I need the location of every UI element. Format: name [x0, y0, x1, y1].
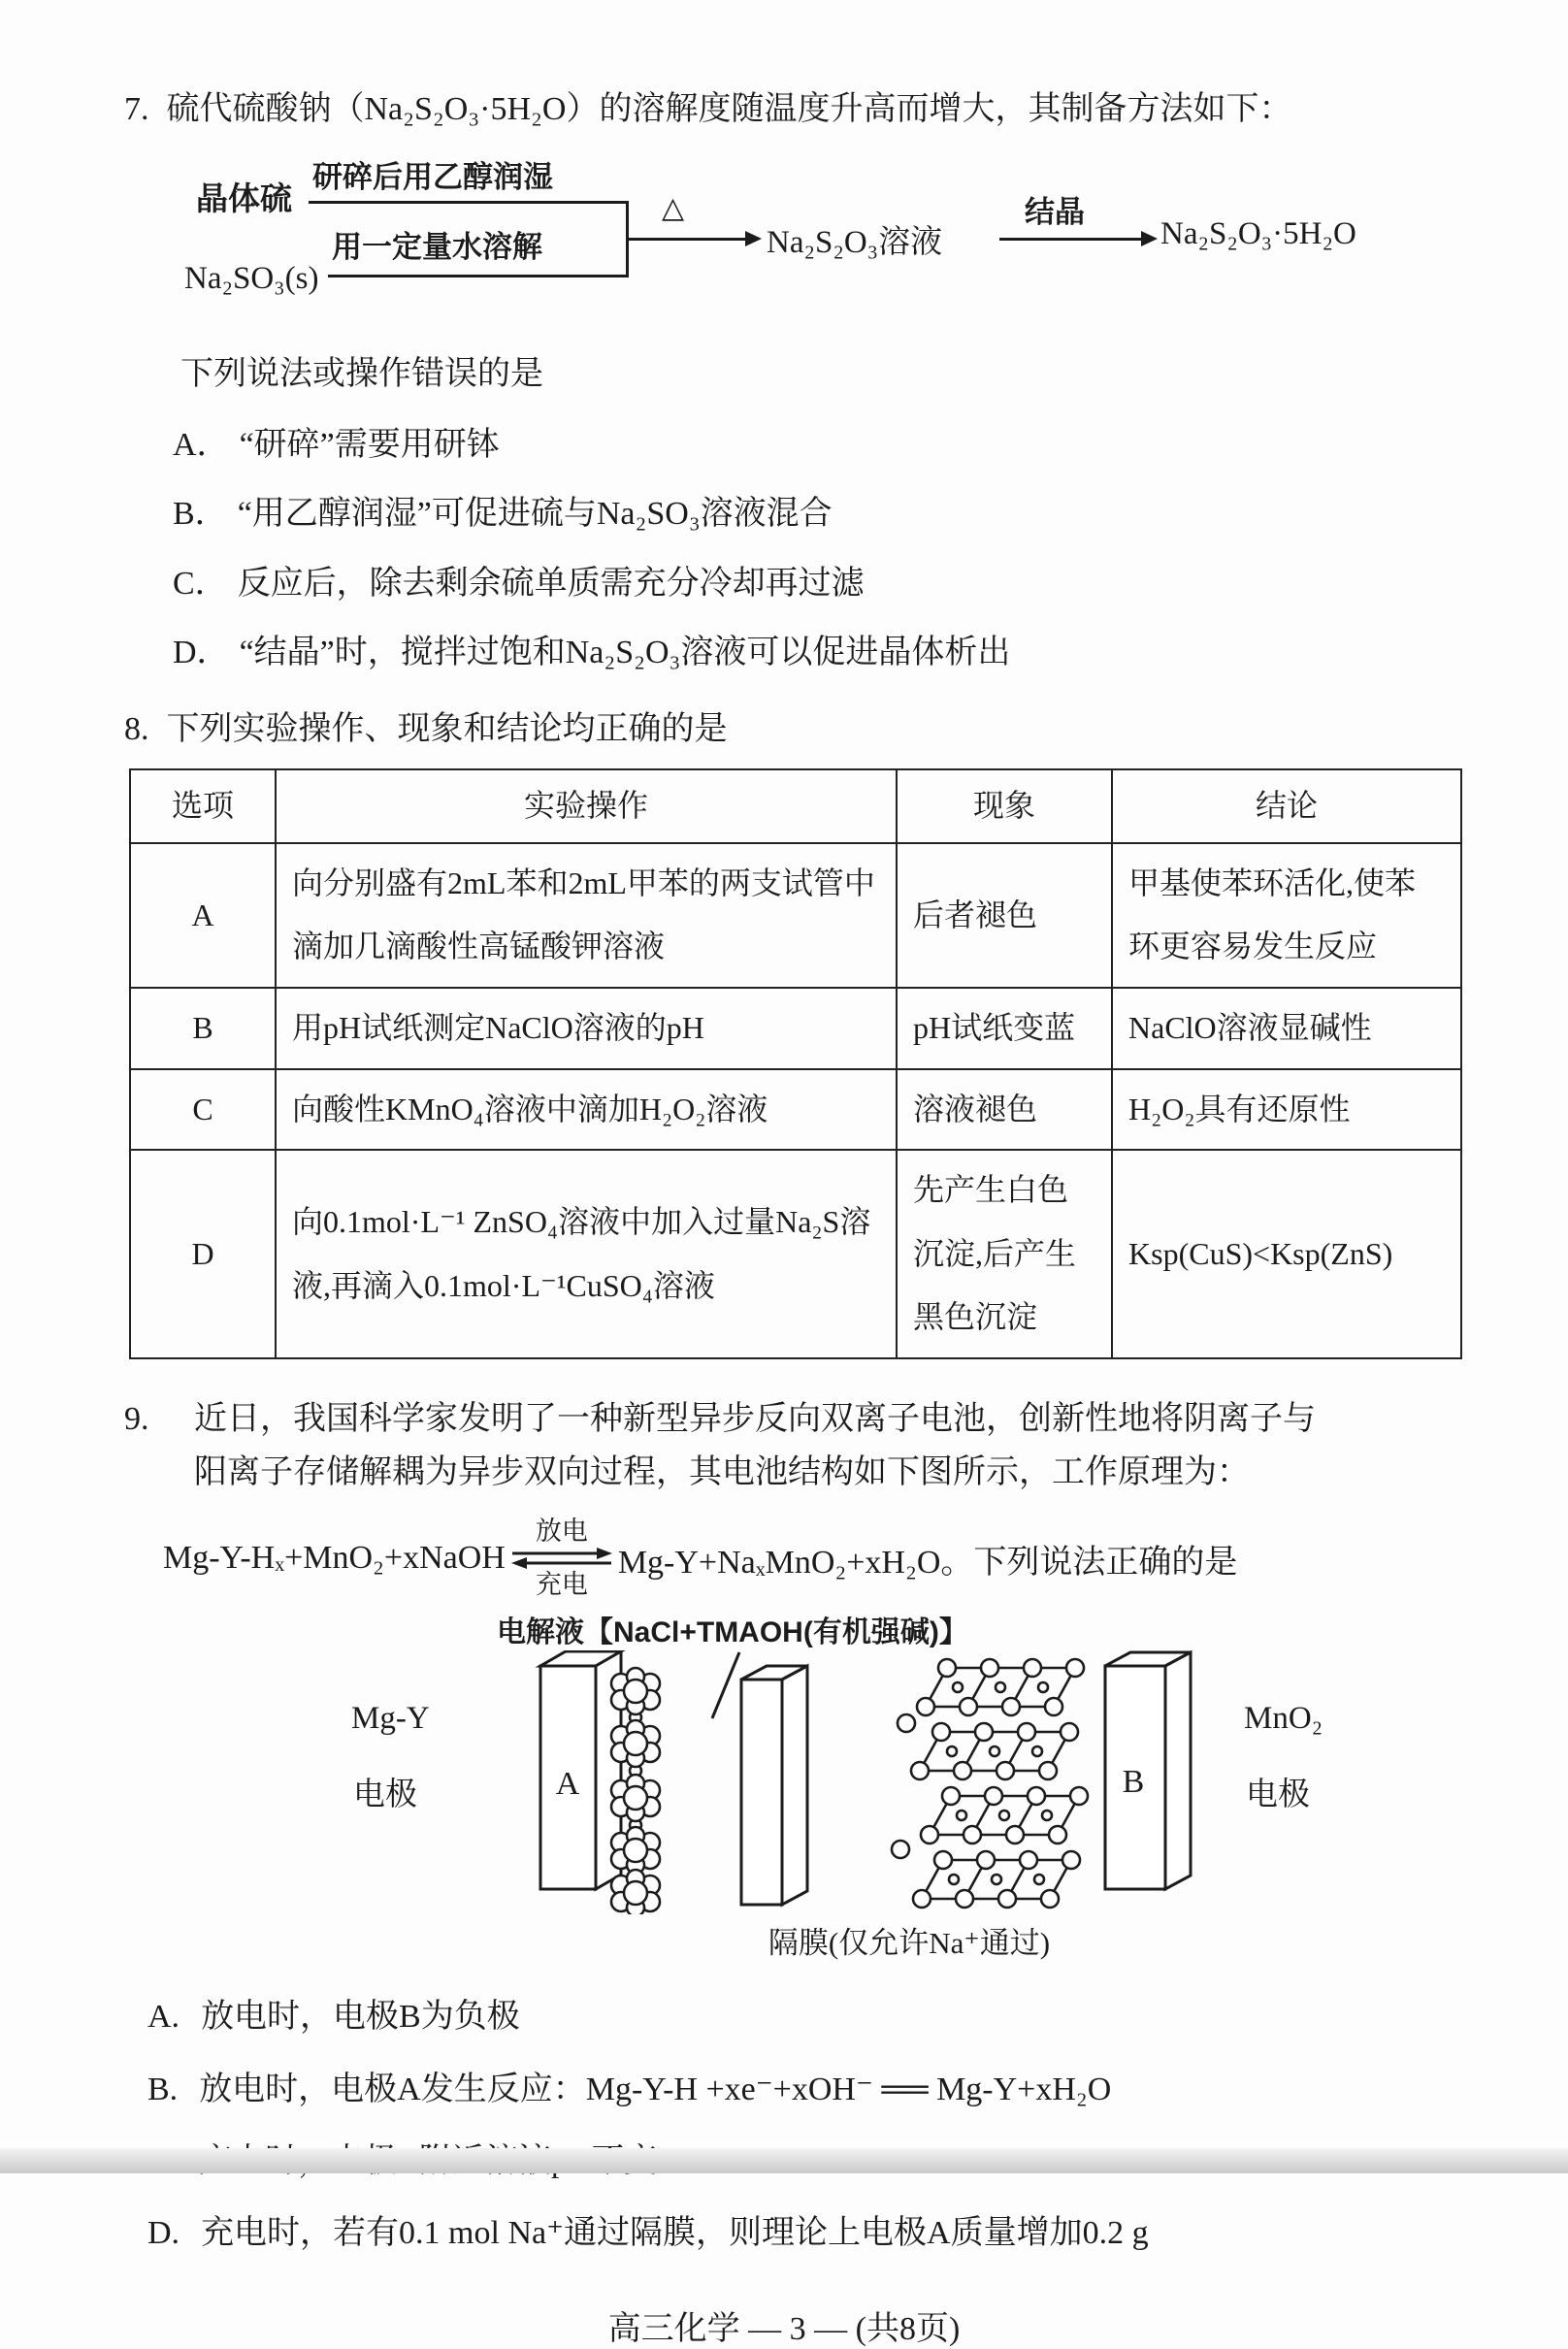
q9-battery-equation — [163, 1517, 1568, 1600]
left-electrode-word: 电极 — [353, 1778, 417, 1813]
cell-option: D — [130, 1150, 276, 1358]
option-text: 充电时，若有0.1 mol Na⁺通过隔膜，则理论上电极A质量增加0.2 g — [201, 2215, 1149, 2252]
q8-experiment-table — [129, 768, 1462, 1359]
option-label: D． — [173, 635, 230, 671]
col-header-option: 选项 — [130, 769, 276, 843]
equation-left: Mg-Y-Hₓ+MnO₂+xNaOH — [163, 1540, 506, 1577]
cell-option: B — [130, 988, 276, 1069]
cell-option: A — [130, 843, 276, 988]
option-text: “结晶”时，搅拌过饱和Na₂S₂O₃溶液可以促进晶体析出 — [239, 635, 1011, 671]
table-row — [130, 843, 1461, 988]
cell-phenomenon: 溶液褪色 — [897, 1069, 1112, 1151]
flow-input-crystal-sulfur: 晶体硫 — [196, 180, 292, 217]
flow-crystallize-label: 结晶 — [1025, 195, 1085, 230]
membrane-slab — [741, 1666, 807, 1905]
mgy-molecule-chain — [611, 1668, 660, 1914]
table-header-row — [130, 769, 1461, 843]
electrode-a-letter: A — [555, 1766, 580, 1803]
mno2-lattice-layers — [892, 1659, 1088, 1908]
electrode-b-slab — [1105, 1652, 1191, 1889]
flow-arrow-1 — [629, 238, 747, 241]
flow-input-na2so3: Na₂SO₃(s) — [184, 261, 319, 297]
cell-conclusion: Ksp(CuS)<Ksp(ZnS) — [1112, 1150, 1461, 1358]
q8-stem-text: 下列实验操作、现象和结论均正确的是 — [166, 710, 728, 747]
option-text: 反应后，除去剩余硫单质需充分冷却再过滤 — [237, 565, 865, 602]
table-row — [130, 988, 1461, 1069]
cell-operation: 用pH试纸测定NaClO溶液的pH — [276, 988, 897, 1069]
option-label: C． — [173, 565, 228, 602]
cell-conclusion: 甲基使苯环活化,使苯环更容易发生反应 — [1112, 843, 1461, 988]
battery-diagram-svg — [351, 1650, 1486, 1914]
option-label: A． — [173, 426, 230, 463]
cell-option: C — [130, 1069, 276, 1151]
q7-prompt: 下列说法或操作错误的是 — [180, 356, 543, 393]
q7-option-d — [0, 630, 1568, 676]
q9-stem-line2: 阳离子存储解耦为异步双向过程，其电池结构如下图所示，工作原理为： — [194, 1454, 1250, 1491]
right-electrode-word: 电极 — [1246, 1778, 1310, 1813]
option-label: B. — [147, 2071, 179, 2107]
col-header-conclusion: 结论 — [1112, 769, 1461, 843]
table-row — [130, 1069, 1461, 1151]
flow-step-top-label: 研碎后用乙醇润湿 — [312, 160, 553, 195]
q8-stem — [0, 705, 1568, 753]
q7-stem-text: 硫代硫酸钠（Na₂S₂O₃·5H₂O）的溶解度随温度升高而增大，其制备方法如下： — [166, 91, 1292, 127]
q7-number: 7. — [124, 91, 149, 127]
equation-right: Mg-Y+NaₓMnO₂+xH₂O。下列说法正确的是 — [617, 1544, 1238, 1581]
q7-option-c — [0, 561, 1568, 607]
table-row — [130, 1150, 1461, 1358]
option-label: B． — [173, 496, 228, 533]
option-text: 放电时，电极B为负极 — [201, 1999, 520, 2036]
q8-number: 8. — [124, 710, 149, 747]
right-electrode-name: MnO₂ — [1244, 1701, 1323, 1737]
flow-line-bottom — [328, 275, 629, 277]
q7-flow-diagram — [184, 152, 1485, 335]
cell-phenomenon: 先产生白色沉淀,后产生黑色沉淀 — [897, 1150, 1112, 1358]
left-electrode-name: Mg-Y — [351, 1701, 430, 1737]
cell-conclusion: H₂O₂具有还原性 — [1112, 1069, 1461, 1151]
discharge-label: 放电 — [535, 1517, 588, 1547]
charge-label: 充电 — [535, 1570, 588, 1600]
col-header-operation: 实验操作 — [276, 769, 897, 843]
cell-phenomenon: pH试纸变蓝 — [897, 988, 1112, 1069]
q9-number: 9. — [124, 1401, 149, 1438]
scan-edge-shadow — [0, 2148, 1568, 2173]
electrolyte-pointer-line — [712, 1652, 739, 1718]
col-header-phenomenon: 现象 — [897, 769, 1112, 843]
flow-mid-product: Na₂S₂O₃溶液 — [767, 225, 943, 261]
option-text: “研碎”需要用研钵 — [239, 426, 500, 463]
page-footer: 高三化学 — 3 — (共8页) — [607, 2311, 961, 2348]
option-label: D. — [147, 2215, 180, 2252]
cell-operation: 向酸性KMnO₄溶液中滴加H₂O₂溶液 — [276, 1069, 897, 1151]
option-text: “用乙醇润湿”可促进硫与Na₂SO₃溶液混合 — [237, 496, 833, 533]
q9-stem-line1: 近日，我国科学家发明了一种新型异步反向双离子电池，创新性地将阴离子与 — [194, 1401, 1316, 1438]
cell-phenomenon: 后者褪色 — [897, 843, 1112, 988]
option-text: 放电时，电极A发生反应：Mg-Y-H +xe⁻+xOH⁻ ══ Mg-Y+xH₂O — [199, 2071, 1112, 2107]
delta-heat-symbol: △ — [662, 192, 685, 225]
equilibrium-arrows — [511, 1517, 612, 1600]
q9-option-b — [0, 2067, 1568, 2113]
q7-stem — [0, 85, 1568, 133]
electrode-a-slab — [540, 1651, 621, 1889]
flow-line-top — [309, 201, 629, 204]
flow-arrow-2 — [999, 238, 1143, 241]
membrane-label: 隔膜(仅允许Na⁺通过) — [768, 1926, 1051, 1961]
reversible-arrow-icon — [511, 1547, 612, 1570]
electrode-b-letter: B — [1122, 1764, 1145, 1801]
cell-conclusion: NaClO溶液显碱性 — [1112, 988, 1461, 1069]
flow-final-product: Na₂S₂O₃·5H₂O — [1160, 216, 1356, 252]
q9-stem — [0, 1392, 1568, 1499]
q7-option-a — [0, 422, 1568, 469]
flow-step-bottom-label: 用一定量水溶解 — [332, 230, 542, 265]
q7-option-b — [0, 491, 1568, 538]
battery-structure-diagram — [351, 1608, 1486, 1969]
electrolyte-label: 电解液【NaCl+TMAOH(有机强碱)】 — [497, 1616, 968, 1649]
cell-operation: 向0.1mol·L⁻¹ ZnSO₄溶液中加入过量Na₂S溶液,再滴入0.1mol·L⁻¹CuSO₄溶液 — [276, 1150, 897, 1358]
q9-option-d — [0, 2210, 1568, 2257]
q9-option-a — [0, 1994, 1568, 2040]
option-label: A. — [147, 1999, 180, 2036]
cell-operation: 向分别盛有2mL苯和2mL甲苯的两支试管中滴加几滴酸性高锰酸钾溶液 — [276, 843, 897, 988]
